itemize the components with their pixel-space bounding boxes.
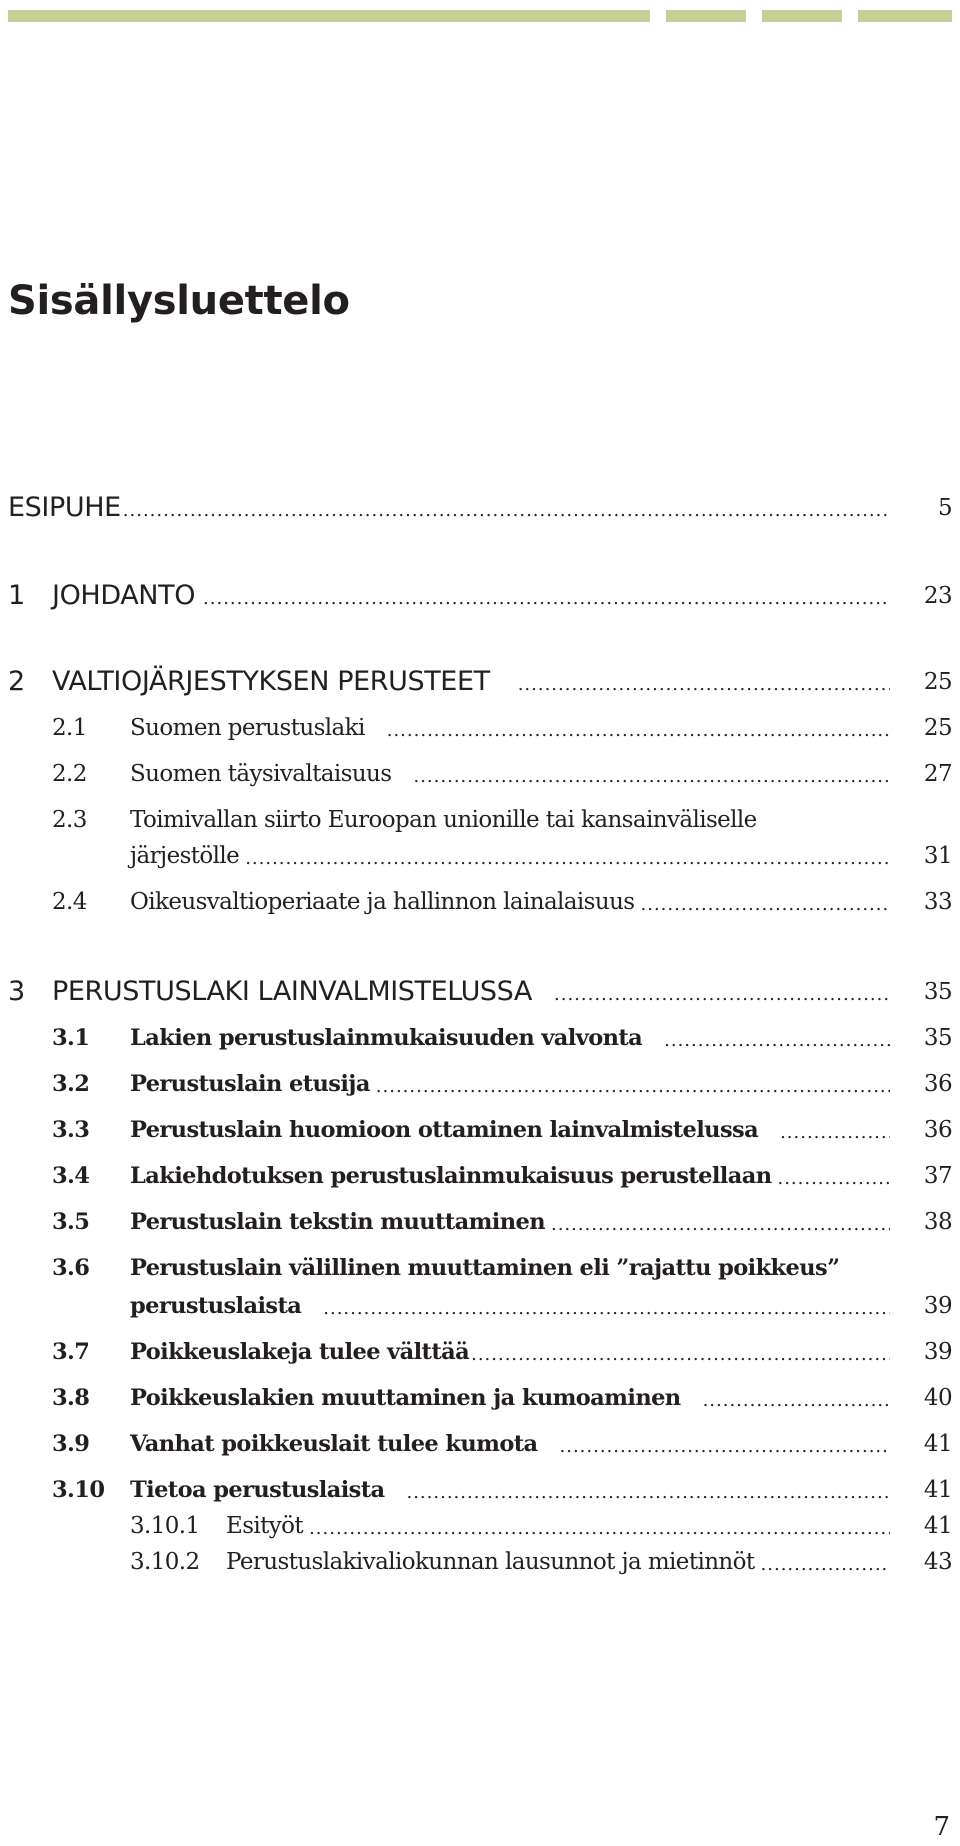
toc-entry-2-1[interactable] bbox=[8, 708, 952, 748]
toc-label: Perustuslain etusija bbox=[130, 1071, 370, 1097]
header-bar-segment-2 bbox=[762, 10, 842, 22]
toc-leader bbox=[703, 1378, 890, 1418]
header-bar-segment-3 bbox=[858, 10, 952, 22]
toc-page: 39 bbox=[923, 1339, 952, 1365]
toc-leader bbox=[551, 1202, 890, 1242]
toc-number: 2 bbox=[8, 666, 25, 697]
toc-number: 3.8 bbox=[52, 1385, 90, 1411]
toc-entry-3-5[interactable] bbox=[8, 1202, 952, 1242]
toc-number: 2.1 bbox=[52, 715, 87, 741]
toc-leader bbox=[554, 972, 890, 1012]
toc-leader bbox=[245, 836, 890, 876]
toc-entry-3-10-2[interactable] bbox=[8, 1542, 952, 1582]
header-bar-long bbox=[8, 10, 650, 22]
toc-leader bbox=[641, 882, 890, 922]
toc-entry-ch2[interactable] bbox=[8, 662, 952, 702]
toc-number: 3.5 bbox=[52, 1209, 90, 1235]
toc-label: Oikeusvaltioperiaate ja hallinnon lainalaisuus bbox=[130, 889, 635, 915]
toc-number: 3 bbox=[8, 976, 25, 1007]
toc-number: 3.6 bbox=[52, 1255, 90, 1281]
toc-number: 3.10.2 bbox=[130, 1549, 200, 1575]
toc-page: 37 bbox=[923, 1163, 952, 1189]
toc-page: 40 bbox=[923, 1385, 952, 1411]
toc-entry-3-6[interactable] bbox=[8, 1248, 952, 1288]
toc-label: Perustuslain välillinen muuttaminen eli ”rajattu poikkeus” bbox=[130, 1255, 840, 1281]
toc-number: 1 bbox=[8, 580, 25, 611]
toc-entry-3-6-continued[interactable] bbox=[8, 1286, 952, 1326]
toc-label: Toimivallan siirto Euroopan unionille tai kansainväliselle bbox=[130, 807, 757, 833]
toc-page: 35 bbox=[923, 979, 952, 1005]
toc-entry-3-9[interactable] bbox=[8, 1424, 952, 1464]
toc-label: Suomen täysivaltaisuus bbox=[130, 761, 392, 787]
toc-leader bbox=[413, 754, 890, 794]
toc-number: 2.2 bbox=[52, 761, 87, 787]
header-bar-segment-1 bbox=[666, 10, 746, 22]
toc-number: 3.9 bbox=[52, 1431, 90, 1457]
toc-leader bbox=[664, 1018, 890, 1058]
toc-leader bbox=[761, 1542, 890, 1582]
toc-page: 33 bbox=[923, 889, 952, 915]
toc-label: järjestölle bbox=[130, 843, 240, 869]
toc-label: VALTIOJÄRJESTYKSEN PERUSTEET bbox=[52, 666, 490, 697]
toc-entry-3-3[interactable] bbox=[8, 1110, 952, 1150]
toc-number: 3.3 bbox=[52, 1117, 90, 1143]
toc-leader bbox=[560, 1424, 891, 1464]
toc-number: 3.7 bbox=[52, 1339, 90, 1365]
toc-entry-esipuhe[interactable] bbox=[8, 488, 952, 528]
toc-entry-3-8[interactable] bbox=[8, 1378, 952, 1418]
toc-label: Perustuslain tekstin muuttaminen bbox=[130, 1209, 545, 1235]
toc-leader bbox=[376, 1064, 890, 1104]
toc-label: PERUSTUSLAKI LAINVALMISTELUSSA bbox=[52, 976, 532, 1007]
toc-label: Esityöt bbox=[226, 1513, 304, 1539]
toc-leader bbox=[123, 488, 890, 528]
toc-entry-2-3-continued[interactable] bbox=[8, 836, 952, 876]
toc-number: 2.3 bbox=[52, 807, 87, 833]
toc-label: ESIPUHE bbox=[8, 492, 121, 523]
toc-page: 35 bbox=[923, 1025, 952, 1051]
toc-label: Lakien perustuslainmukaisuuden valvonta bbox=[130, 1025, 643, 1051]
toc-leader bbox=[406, 1470, 890, 1510]
toc-number: 3.10 bbox=[52, 1477, 105, 1503]
toc-label: Vanhat poikkeuslait tulee kumota bbox=[130, 1431, 538, 1457]
toc-page: 36 bbox=[923, 1071, 952, 1097]
toc-entry-3-1[interactable] bbox=[8, 1018, 952, 1058]
toc-leader bbox=[471, 1332, 890, 1372]
page-title: Sisällysluettelo bbox=[8, 278, 350, 324]
toc-page: 25 bbox=[923, 715, 952, 741]
toc-leader bbox=[309, 1506, 890, 1546]
toc-number: 3.4 bbox=[52, 1163, 90, 1189]
toc-page: 38 bbox=[923, 1209, 952, 1235]
toc-label: Suomen perustuslaki bbox=[130, 715, 365, 741]
toc-number: 2.4 bbox=[52, 889, 87, 915]
toc-label: Poikkeuslakien muuttaminen ja kumoaminen bbox=[130, 1385, 681, 1411]
toc-page: 5 bbox=[937, 495, 952, 521]
page-number: 7 bbox=[933, 1812, 950, 1842]
toc-entry-2-3[interactable] bbox=[8, 800, 952, 840]
toc-page: 41 bbox=[923, 1513, 952, 1539]
toc-entry-ch3[interactable] bbox=[8, 972, 952, 1012]
toc-page: 27 bbox=[923, 761, 952, 787]
toc-entry-3-2[interactable] bbox=[8, 1064, 952, 1104]
toc-page: 36 bbox=[923, 1117, 952, 1143]
toc-page: 43 bbox=[923, 1549, 952, 1575]
toc-entry-2-4[interactable] bbox=[8, 882, 952, 922]
toc-label: Perustuslakivaliokunnan lausunnot ja mietinnöt bbox=[226, 1549, 755, 1575]
toc-label: Poikkeuslakeja tulee välttää bbox=[130, 1339, 470, 1365]
toc-number: 3.1 bbox=[52, 1025, 90, 1051]
toc-page: 25 bbox=[923, 669, 952, 695]
toc-label: JOHDANTO bbox=[52, 580, 196, 611]
toc-leader bbox=[203, 576, 890, 616]
toc-leader bbox=[777, 1156, 890, 1196]
toc-page: 41 bbox=[923, 1477, 952, 1503]
toc-leader bbox=[780, 1110, 890, 1150]
toc-page: 39 bbox=[923, 1293, 952, 1319]
toc-label: Lakiehdotuksen perustuslainmukaisuus perustellaan bbox=[130, 1163, 772, 1189]
toc-entry-3-7[interactable] bbox=[8, 1332, 952, 1372]
toc-number: 3.10.1 bbox=[130, 1513, 200, 1539]
toc-page: 31 bbox=[923, 843, 952, 869]
toc-page: 23 bbox=[923, 583, 952, 609]
toc-label: Perustuslain huomioon ottaminen lainvalmistelussa bbox=[130, 1117, 759, 1143]
toc-page: 41 bbox=[923, 1431, 952, 1457]
toc-leader bbox=[387, 708, 890, 748]
toc-leader bbox=[518, 662, 890, 702]
toc-entry-3-4[interactable] bbox=[8, 1156, 952, 1196]
toc-entry-3-10[interactable] bbox=[8, 1470, 952, 1510]
toc-entry-3-10-1[interactable] bbox=[8, 1506, 952, 1546]
toc-entry-ch1[interactable] bbox=[8, 576, 952, 616]
toc-leader bbox=[323, 1286, 890, 1326]
toc-label: Tietoa perustuslaista bbox=[130, 1477, 385, 1503]
toc-label: perustuslaista bbox=[130, 1293, 302, 1319]
toc-entry-2-2[interactable] bbox=[8, 754, 952, 794]
toc-number: 3.2 bbox=[52, 1071, 90, 1097]
